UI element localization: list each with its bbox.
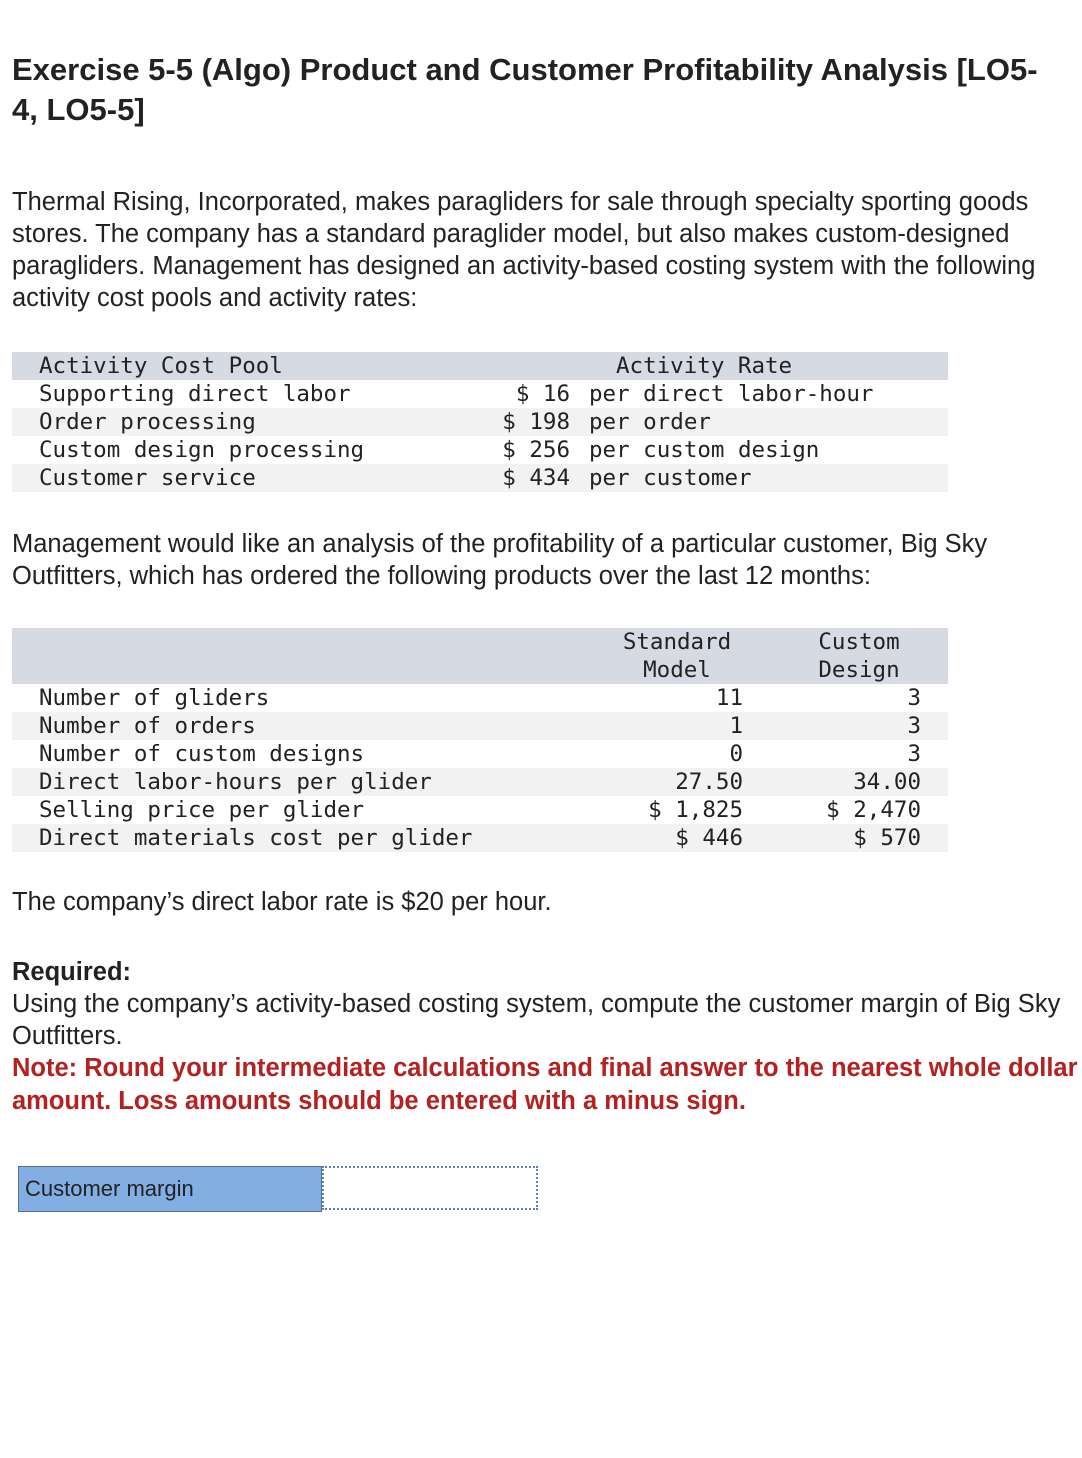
customer-margin-input[interactable] (322, 1166, 538, 1210)
table-row (12, 436, 948, 464)
header-activity-cost-pool: Activity Cost Pool (39, 353, 283, 379)
pool-name: Order processing (39, 409, 256, 435)
intro-paragraph: Thermal Rising, Incorporated, makes paragliders for sale through specialty sporting goods stores. The company has a standard paraglider model, but also makes custom-designed paragliders. Management has designed an activity-based costing system with the following activity cost pools and activity rates: (12, 188, 1036, 312)
row-label: Number of custom designs (39, 741, 365, 767)
required-text: Using the company’s activity-based costing system, compute the customer margin of Big Sky Outfitters. (12, 990, 1061, 1050)
table-row (12, 408, 948, 436)
custom-value: 3 (907, 741, 921, 767)
rate-amount: $ 198 (502, 409, 570, 435)
standard-value: $ 1,825 (648, 797, 743, 823)
activity-rate-table (12, 352, 948, 492)
pool-name: Custom design processing (39, 437, 365, 463)
rate-unit: per custom design (589, 437, 820, 463)
standard-value: 27.50 (675, 769, 743, 795)
custom-value: $ 570 (853, 825, 921, 851)
custom-value: 34.00 (853, 769, 921, 795)
header-standard-model: Standard Model (622, 629, 732, 683)
table-row (12, 824, 948, 852)
pool-name: Customer service (39, 465, 256, 491)
product-data-table (12, 628, 948, 852)
rate-amount: $ 256 (502, 437, 570, 463)
table-row (12, 380, 948, 408)
custom-value: $ 2,470 (826, 797, 921, 823)
rounding-note: Note: Round your intermediate calculations and final answer to the nearest whole dollar amount. Loss amounts should be entered with a minus sign. (12, 1054, 1078, 1115)
row-label: Number of gliders (39, 685, 270, 711)
customer-margin-label: Customer margin (18, 1166, 322, 1212)
row-label: Direct labor-hours per glider (39, 769, 432, 795)
table-row (12, 796, 948, 824)
table-row (12, 684, 948, 712)
activity-table-header (12, 352, 948, 380)
required-label: Required: (12, 958, 132, 986)
table-row (12, 768, 948, 796)
standard-value: $ 446 (675, 825, 743, 851)
pool-name: Supporting direct labor (39, 381, 351, 407)
table-row (12, 712, 948, 740)
header-activity-rate: Activity Rate (616, 353, 793, 379)
rate-amount: $ 434 (502, 465, 570, 491)
header-custom-design: Custom Design (818, 629, 900, 683)
standard-value: 0 (729, 741, 743, 767)
answer-row (18, 1166, 538, 1212)
exercise-title: Exercise 5-5 (Algo) Product and Customer Profitability Analysis [LO5-4, LO5-5] (12, 52, 1038, 127)
table-row (12, 740, 948, 768)
standard-value: 1 (729, 713, 743, 739)
product-table-header (12, 628, 948, 684)
row-label: Number of orders (39, 713, 256, 739)
rate-amount: $ 16 (515, 381, 570, 407)
rate-unit: per direct labor-hour (589, 381, 874, 407)
row-label: Direct materials cost per glider (39, 825, 473, 851)
table-row (12, 464, 948, 492)
custom-value: 3 (907, 713, 921, 739)
labor-rate-text: The company’s direct labor rate is $20 per hour. (12, 888, 552, 916)
middle-paragraph: Management would like an analysis of the profitability of a particular customer, Big Sky Outfitters, which has ordered the following products over the last 12 months: (12, 530, 988, 590)
rate-unit: per order (589, 409, 711, 435)
row-label: Selling price per glider (39, 797, 365, 823)
standard-value: 11 (715, 685, 743, 711)
rate-unit: per customer (589, 465, 752, 491)
custom-value: 3 (907, 685, 921, 711)
